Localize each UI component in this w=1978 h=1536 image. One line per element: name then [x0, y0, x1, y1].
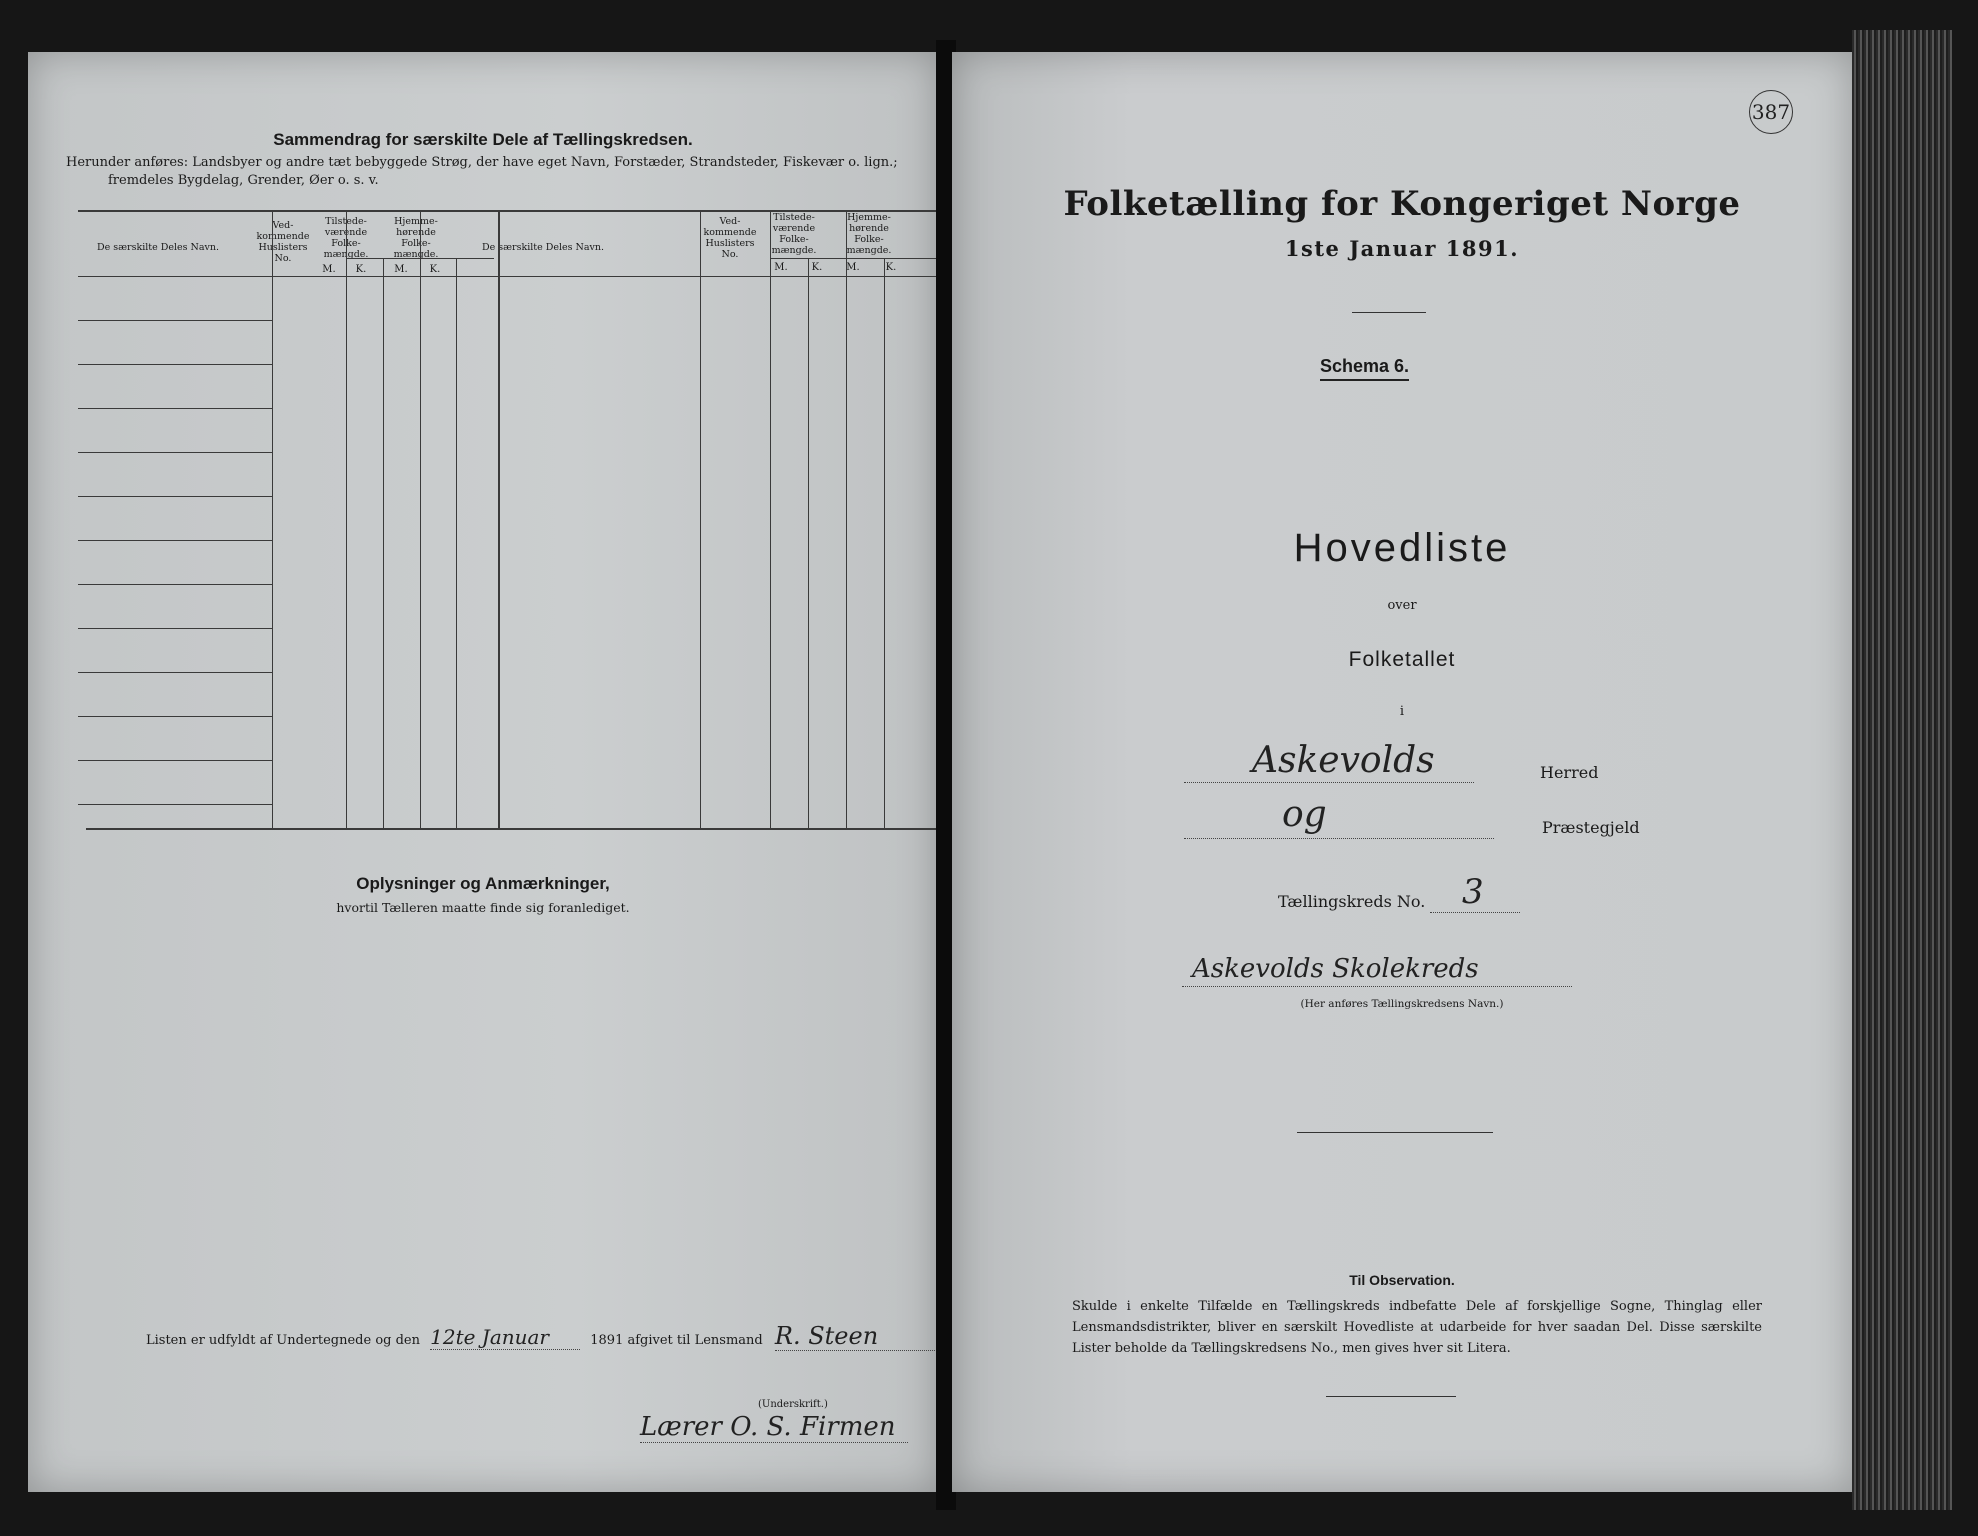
page-number-stamp: 387: [1749, 90, 1793, 134]
summary-note-line2: fremdeles Bygdelag, Grender, Øer o. s. v.: [108, 173, 379, 188]
signature-handwritten: Lærer O. S. Firmen: [640, 1412, 908, 1443]
col-head-k: K.: [885, 262, 897, 273]
kreds-name-value: Askevolds Skolekreds: [1192, 954, 1479, 984]
row-rule: [78, 584, 272, 585]
kreds-name-hint: (Her anføres Tællingskredsens Navn.): [1300, 998, 1504, 1010]
col-head-m: M.: [394, 264, 408, 275]
kreds-number-label: Tællingskreds No.: [1278, 892, 1426, 911]
col-head-m: M.: [846, 262, 860, 273]
col-head-m: M.: [774, 262, 788, 273]
column-rule: [420, 210, 421, 828]
kreds-name-field-line: [1182, 986, 1572, 987]
remarks-title: Oplysninger og Anmærkninger,: [356, 874, 610, 893]
row-rule: [78, 760, 272, 761]
mk-subheader-rule: [770, 258, 950, 259]
col-head-k: K.: [355, 264, 367, 275]
row-rule: [78, 540, 272, 541]
table-header-rule: [78, 276, 950, 277]
summary-note: [66, 154, 946, 190]
signoff-middle: 1891 afgivet til Lensmand: [590, 1333, 763, 1348]
hovedliste-title: Hovedliste: [1293, 526, 1511, 570]
column-rule: [884, 258, 885, 828]
divider-rule: [1352, 312, 1426, 313]
column-rule: [770, 210, 771, 828]
row-rule: [78, 804, 272, 805]
mk-subheader-rule: [346, 258, 494, 259]
row-rule: [78, 452, 272, 453]
column-rule: [700, 210, 701, 828]
left-page: [28, 52, 938, 1492]
col-head-name-right: De særskilte Deles Navn.: [481, 242, 605, 253]
prestegjeld-label: Præstegjeld: [1542, 818, 1640, 837]
folketallet-label: Folketallet: [1348, 648, 1456, 671]
over-label: over: [1387, 598, 1417, 613]
signoff-prefix: Listen er udfyldt af Undertegnede og den: [146, 1333, 420, 1348]
col-head-present-left: Tilstede-værende Folke-mængde.: [323, 216, 369, 260]
column-rule: [272, 210, 273, 828]
book-page-edges: [1852, 30, 1952, 1510]
main-title: Folketælling for Kongeriget Norge: [1063, 184, 1741, 224]
col-head-k: K.: [811, 262, 823, 273]
census-date: 1ste Januar 1891.: [1284, 236, 1520, 261]
column-rule: [346, 210, 347, 828]
col-head-m: M.: [322, 264, 336, 275]
kreds-number-value: 3: [1462, 872, 1484, 912]
signature-label: (Underskrift.): [758, 1399, 828, 1410]
col-head-resident-right: Hjemme-hørende Folke-mængde.: [846, 212, 892, 256]
observation-title: Til Observation.: [1349, 1272, 1455, 1288]
herred-value: Askevolds: [1252, 740, 1435, 781]
kreds-number-field-line: [1430, 912, 1520, 913]
herred-label: Herred: [1540, 763, 1599, 782]
row-rule: [78, 716, 272, 717]
schema-label: Schema 6.: [1320, 356, 1409, 381]
herred-field-line: [1184, 782, 1474, 783]
prestegjeld-value: og: [1282, 794, 1327, 835]
col-head-resident-left: Hjemme-hørende Folke-mængde.: [393, 216, 439, 260]
prestegjeld-field-line: [1184, 838, 1494, 839]
summary-note-line1: Herunder anføres: Landsbyer og andre tæt bebyggede Strøg, der have eget Navn, Forstæder, Strandsteder, Fiskevær o. lign.;: [66, 155, 898, 170]
table-bottom-rule: [86, 828, 950, 830]
i-label: i: [1399, 704, 1405, 719]
column-rule: [808, 258, 809, 828]
row-rule: [78, 364, 272, 365]
row-rule: [78, 628, 272, 629]
column-rule: [383, 258, 384, 828]
lensmand-handwritten: R. Steen: [775, 1322, 935, 1351]
row-rule: [78, 320, 272, 321]
right-page: [952, 52, 1852, 1492]
col-head-present-right: Tilstede-værende Folke-mængde.: [771, 212, 817, 256]
column-rule: [456, 258, 457, 828]
divider-rule: [1326, 1396, 1456, 1397]
signoff-date-handwritten: 12te Januar: [430, 1325, 580, 1350]
col-head-houselist-right: Ved-kommende Huslisters No.: [703, 216, 757, 260]
remarks-subtitle: hvortil Tælleren maatte finde sig foranlediget.: [336, 900, 630, 915]
divider-rule: [1297, 1132, 1493, 1133]
summary-title: Sammendrag for særskilte Dele af Tællingskredsen.: [273, 130, 693, 149]
row-rule: [78, 496, 272, 497]
col-head-houselist-left: Ved-kommende Huslisters No.: [256, 220, 310, 264]
row-rule: [78, 672, 272, 673]
col-head-name-left: De særskilte Deles Navn.: [96, 242, 220, 253]
row-rule: [78, 408, 272, 409]
column-rule: [846, 210, 847, 828]
signoff-line: [146, 1322, 935, 1351]
observation-text: Skulde i enkelte Tilfælde en Tællingskreds indbefatte Dele af forskjellige Sogne, Thinglag eller Lensmandsdistrikter, bliver en særskilt Hovedliste at udarbeide for hver saadan Del. Disse særskilte Lister beholde da Tællingskredsens No., men gives hver sit Litera.: [1072, 1299, 1762, 1356]
column-rule-divider: [498, 210, 500, 828]
col-head-k: K.: [429, 264, 441, 275]
